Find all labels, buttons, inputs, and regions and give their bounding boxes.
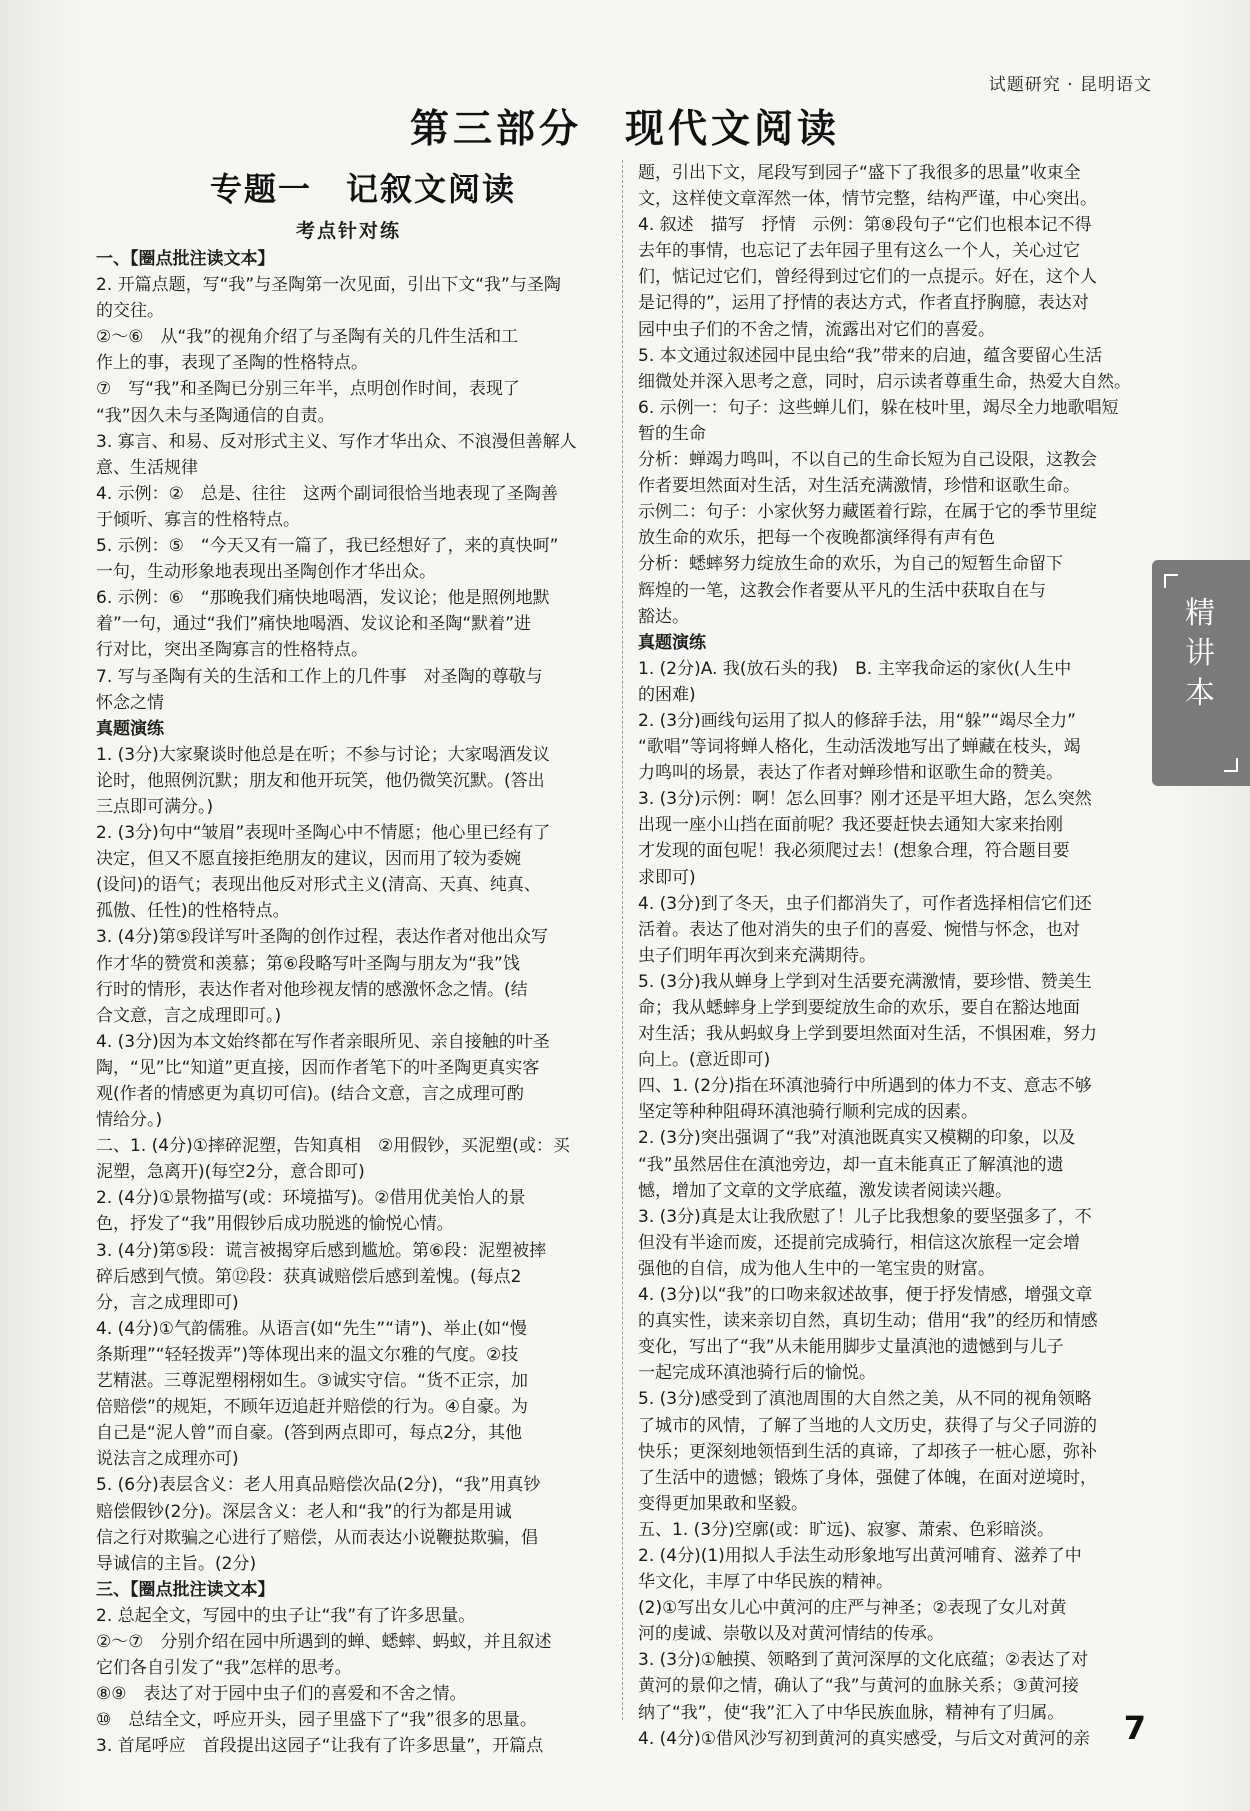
section-heading: 三、【圈点批注读文本】 (96, 1579, 275, 1600)
text-line: “我”虽然居住在滇池旁边，却一直未能真正了解滇池的遗 (638, 1154, 1064, 1175)
text-line: 5. (3分)感受到了滇池周围的大自然之美，从不同的视角领略 (638, 1389, 1092, 1410)
text-line: 力鸣叫的场景，表达了作者对蝉珍惜和讴歌生命的赞美。 (638, 763, 1063, 784)
text-line: “歌唱”等词将蝉人格化，生动活泼地写出了蝉藏在枝头，竭 (638, 737, 1081, 758)
text-line: 3. (3分)①触摸、领略到了黄河深厚的文化底蕴；②表达了对 (638, 1650, 1089, 1671)
side-tab[interactable] (1152, 560, 1250, 786)
text-line: 1. (3分)大家聚谈时他总是在听；不参与讨论；大家喝酒发议 (96, 744, 550, 765)
text-line: 3. (3分)真是太让我欣慰了！儿子比我想象的要坚强多了，不 (638, 1206, 1092, 1227)
running-header: 试题研究 · 昆明语文 (988, 75, 1152, 95)
text-line: 向上。(意近即可) (638, 1050, 771, 1071)
text-line: 了城市的风情，了解了当地的人文历史，获得了与父子同游的 (638, 1415, 1097, 1436)
text-line: 作上的事，表现了圣陶的性格特点。 (96, 353, 368, 374)
text-line: 分，言之成理即可) (96, 1292, 239, 1313)
column-divider (622, 160, 623, 1720)
text-line: 二、1. (4分)①摔碎泥塑，告知真相 ②用假钞，买泥塑(或：买 (96, 1136, 570, 1157)
tab-corner-top-left (1164, 574, 1178, 588)
text-line: 碎后感到气愤。第⑫段：获真诚赔偿后感到羞愧。(每点2 (96, 1266, 522, 1287)
text-line: 题，引出下文，尾段写到园子“盛下了我很多的思量”收束全 (638, 163, 1081, 183)
text-line: 坚定等种种阻碍环滇池骑行顺利完成的因素。 (638, 1102, 978, 1123)
text-line: 辉煌的一笔，这教会作者要从平凡的生活中获取自在与 (638, 580, 1046, 601)
text-line: 2. (4分)(1)用拟人手法生动形象地写出黄河哺育、滋养了中 (638, 1545, 1082, 1566)
text-line: 3. (4分)第⑤段详写叶圣陶的创作过程，表达作者对他出众写 (96, 927, 548, 948)
text-line: 作才华的赞赏和羡慕；第⑥段略写叶圣陶与朋友为“我”饯 (96, 953, 520, 974)
text-line: 艺精湛。三尊泥塑栩栩如生。③诚实守信。“货不正宗，加 (96, 1371, 529, 1392)
text-line: ⑩ 总结全文，呼应开头，园子里盛下了“我”很多的思量。 (96, 1710, 537, 1731)
side-tab-label: 精 讲 本 (1185, 596, 1215, 711)
text-line: 2. 开篇点题，写“我”与圣陶第一次见面，引出下文“我”与圣陶 (96, 275, 561, 296)
text-line: 3. (4分)第⑤段：谎言被揭穿后感到尴尬。第⑥段：泥塑被摔 (96, 1240, 547, 1261)
text-line: 变得更加果敢和坚毅。 (638, 1493, 808, 1514)
text-line: 决定，但又不愿直接拒绝朋友的建议，因而用了较为委婉 (96, 849, 521, 870)
text-line: 去年的事情，也忘记了去年园子里有这么一个人，关心过它 (638, 241, 1080, 262)
text-line: 着”一句，通过“我们”痛快地喝酒、发议论和圣陶“默着”进 (96, 614, 532, 635)
text-line: 变化，写出了“我”从未能用脚步丈量滇池的遗憾到与儿子 (638, 1337, 1064, 1358)
text-line: 强他的自信，成为他人生中的一笔宝贵的财富。 (638, 1258, 995, 1279)
text-line: (2)①写出女儿心中黄河的庄严与神圣；②表现了女儿对黄 (638, 1598, 1067, 1619)
text-line: 5. (6分)表层含义：老人用真品赔偿次品(2分)，“我”用真钞 (96, 1475, 541, 1496)
text-line: 对生活；我从蚂蚁身上学到要坦然面对生活，不惧困难，努力 (638, 1024, 1097, 1045)
subsection-title: 考点针对练 (296, 220, 402, 242)
text-line: 自己是“泥人曾”而自豪。(答到两点即可，每点2分，其他 (96, 1423, 523, 1444)
text-line: 7. 写与圣陶有关的生活和工作上的几件事 对圣陶的尊敬与 (96, 666, 543, 687)
text-line: 2. (4分)①景物描写(或：环境描写)。②借用优美怡人的景 (96, 1188, 526, 1209)
text-line: 合文意，言之成理即可。) (96, 1005, 282, 1026)
text-line: 情给分。) (96, 1110, 163, 1131)
text-line: 观(作者的情感更为真切可信)。(结合文意，言之成理可酌 (96, 1084, 524, 1104)
section-heading: 一、【圈点批注读文本】 (96, 249, 275, 269)
text-line: 5. (3分)我从蝉身上学到对生活要充满激情，要珍惜、赞美生 (638, 971, 1092, 992)
text-line: 条斯理”“轻轻拨弄”)等体现出来的温文尔雅的气度。②技 (96, 1344, 519, 1365)
text-line: 行时的情形，表达作者对他珍视友情的感激怀念之情。(结 (96, 979, 528, 1000)
text-line: 出现一座小山挡在面前呢？我还要赶快去通知大家来抬刚 (638, 815, 1063, 836)
text-line: ②～⑥ 从“我”的视角介绍了与圣陶有关的几件生活和工 (96, 327, 519, 348)
text-line: 豁达。 (638, 606, 689, 627)
text-line: ⑦ 写“我”和圣陶已分别三年半，点明创作时间，表现了 (96, 379, 520, 400)
text-line: 分析：蟋蟀努力绽放生命的欢乐，为自己的短暂生命留下 (638, 554, 1063, 575)
text-line: 文，这样使文章浑然一体，情节完整，结构严谨，中心突出。 (638, 189, 1097, 210)
text-line: 于倾听、寡言的性格特点。 (96, 509, 300, 530)
text-line: 色，抒发了“我”用假钞后成功脱逃的愉悦心情。 (96, 1214, 454, 1235)
text-line: 意、生活规律 (96, 457, 198, 478)
text-line: 5. 本文通过叙述园中昆虫给“我”带来的启迪，蕴含要留心生活 (638, 345, 1103, 366)
topic-title: 专题一 记叙文阅读 (210, 170, 517, 208)
right-column (638, 160, 1150, 1752)
text-line: 1. (2分)A. 我(放石头的我) B. 主宰我命运的家伙(人生中 (638, 658, 1072, 679)
text-line: 4. 示例：② 总是、往往 这两个副词很恰当地表现了圣陶善 (96, 483, 558, 504)
text-line: 5. 示例：⑤ “今天又有一篇了，我已经想好了，来的真快呵” (96, 536, 559, 557)
text-line: 一起完成环滇池骑行后的愉悦。 (638, 1363, 876, 1384)
text-line: 了生活中的遗憾；锻炼了身体，强健了体魄，在面对逆境时， (638, 1467, 1097, 1488)
text-line: 才发现的面包呢！我必须爬过去！(想象合理，符合题目要 (638, 841, 1070, 862)
text-line: 园中虫子们的不舍之情，流露出对它们的喜爱。 (638, 319, 995, 340)
text-line: 3. (3分)示例：啊！怎么回事？刚才还是平坦大路，怎么突然 (638, 789, 1092, 810)
text-line: 信之行对欺骗之心进行了赔偿，从而表达小说鞭挞欺骗，倡 (96, 1527, 538, 1548)
text-line: 放生命的欢乐，把每一个夜晚都演绎得有声有色 (638, 528, 995, 549)
text-line: 河的虔诚、崇敬以及对黄河情结的传承。 (638, 1624, 944, 1645)
text-line: 命；我从蟋蟀身上学到要绽放生命的欢乐，要自在豁达地面 (638, 998, 1080, 1018)
text-line: 赔偿假钞(2分)。深层含义：老人和“我”的行为都是用诚 (96, 1501, 512, 1522)
text-line: 们，惦记过它们，曾经得到过它们的一点提示。好在，这个人 (638, 267, 1097, 288)
text-line: 它们各自引发了“我”怎样的思考。 (96, 1658, 352, 1679)
text-line: 示例二：句子：小家伙努力藏匿着行踪，在属于它的季节里绽 (638, 502, 1097, 523)
text-line: 4. (3分)以“我”的口吻来叙述故事，便于抒发情感，增强文章 (638, 1285, 1093, 1306)
text-line: 但没有半途而废，还提前完成骑行，相信这次旅程一定会增 (638, 1232, 1080, 1253)
left-column (96, 246, 608, 1759)
text-line: 说法言之成理亦可) (96, 1449, 239, 1470)
text-line: 是记得的”，运用了抒情的表达方式，作者直抒胸臆，表达对 (638, 293, 1089, 314)
text-line: ⑧⑨ 表达了对于园中虫子们的喜爱和不舍之情。 (96, 1684, 467, 1705)
text-line: 快乐；更深刻地领悟到生活的真谛，了却孩子一桩心愿，弥补 (638, 1441, 1097, 1462)
text-line: 6. 示例一：句子：这些蝉儿们，躲在枝叶里，竭尽全力地歌唱短 (638, 397, 1119, 418)
tab-corner-bottom-right (1224, 758, 1238, 772)
text-line: 细微处并深入思考之意，同时，启示读者尊重生命，热爱大自然。 (638, 371, 1131, 392)
text-line: 2. 总起全文，写园中的虫子让“我”有了许多思量。 (96, 1605, 476, 1626)
text-line: 的真实性，读来亲切自然，真切生动；借用“我”的经历和情感 (638, 1311, 1098, 1332)
text-line: 一句，生动形象地表现出圣陶创作才华出众。 (96, 562, 436, 583)
text-line: 活着。表达了他对消失的虫子们的喜爱、惋惜与怀念，也对 (638, 919, 1080, 940)
text-line: 作者要坦然面对生活，对生活充满激情，珍惜和讴歌生命。 (638, 476, 1080, 497)
text-line: 憾，增加了文章的文学底蕴，激发读者阅读兴趣。 (638, 1180, 1012, 1201)
text-line: 的交往。 (96, 301, 164, 322)
text-line: 4. (3分)因为本文始终都在写作者亲眼所见、亲自接触的叶圣 (96, 1031, 550, 1052)
text-line: 导诚信的主旨。(2分) (96, 1553, 257, 1574)
text-line: ②～⑦ 分别介绍在园中所遇到的蝉、蟋蟀、蚂蚁，并且叙述 (96, 1631, 552, 1652)
text-line: 倍赔偿”的规矩，不顾年迈追赶并赔偿的行为。④自豪。为 (96, 1397, 529, 1418)
text-line: 6. 示例：⑥ “那晚我们痛快地喝酒，发议论；他是照例地默 (96, 588, 550, 609)
text-line: 论时，他照例沉默；朋友和他开玩笑，他仍微笑沉默。(答出 (96, 770, 545, 791)
text-line: 孤傲、任性)的性格特点。 (96, 901, 290, 922)
text-line: (设问)的语气；表现出他反对形式主义(清高、天真、纯真、 (96, 875, 541, 896)
text-line: 暂的生命 (638, 423, 706, 444)
text-line: “我”因久未与圣陶通信的自责。 (96, 405, 335, 426)
text-line: 4. (3分)到了冬天，虫子们都消失了，可作者选择相信它们还 (638, 893, 1092, 914)
text-line: 四、1. (2分)指在环滇池骑行中所遇到的体力不支、意志不够 (638, 1076, 1092, 1097)
text-line: 2. (3分)画线句运用了拟人的修辞手法，用“躲”“竭尽全力” (638, 710, 1076, 731)
text-line: 纳了“我”，使“我”汇入了中华民族血脉，精神有了归属。 (638, 1702, 1065, 1723)
text-line: 3. 寡言、和易、反对形式主义、写作才华出众、不浪漫但善解人 (96, 431, 577, 452)
text-line: 三点即可满分。) (96, 796, 214, 817)
text-line: 的困难) (638, 684, 696, 705)
page-number: 7 (1123, 1709, 1146, 1747)
text-line: 虫子们明年再次到来充满期待。 (638, 945, 876, 966)
section-heading: 真题演练 (96, 718, 164, 739)
text-line: 4. (4分)①气韵儒雅。从语言(如“先生”“请”)、举止(如“慢 (96, 1318, 527, 1339)
section-heading: 真题演练 (638, 632, 706, 653)
text-line: 2. (3分)句中“皱眉”表现叶圣陶心中不情愿；他心里已经有了 (96, 823, 551, 844)
text-line: 4. (4分)①借风沙写初到黄河的真实感受，与后文对黄河的亲 (638, 1728, 1090, 1749)
text-line: 求即可) (638, 867, 696, 888)
text-line: 4. 叙述 描写 抒情 示例：第⑧段句子“它们也根本记不得 (638, 215, 1092, 236)
text-line: 黄河的景仰之情，确认了“我”与黄河的血脉关系；③黄河接 (638, 1676, 1079, 1697)
text-line: 分析：蝉竭力鸣叫，不以自己的生命长短为自己设限，这教会 (638, 450, 1097, 471)
text-line: 2. (3分)突出强调了“我”对滇池既真实又模糊的印象，以及 (638, 1128, 1076, 1149)
part-title: 第三部分 现代文阅读 (409, 107, 840, 152)
text-line: 陶，“见”比“知道”更直接，因而作者笔下的叶圣陶更真实客 (96, 1057, 540, 1078)
text-line: 五、1. (3分)空廓(或：旷远)、寂寥、萧索、色彩暗淡。 (638, 1519, 1054, 1540)
text-line: 行对比，突出圣陶寡言的性格特点。 (96, 640, 368, 661)
text-line: 泥塑，急离开)(每空2分，意合即可) (96, 1162, 365, 1183)
text-line: 3. 首尾呼应 首段提出这园子“让我有了许多思量”，开篇点 (96, 1736, 544, 1757)
text-line: 华文化，丰厚了中华民族的精神。 (638, 1572, 893, 1593)
text-line: 怀念之情 (96, 692, 164, 713)
